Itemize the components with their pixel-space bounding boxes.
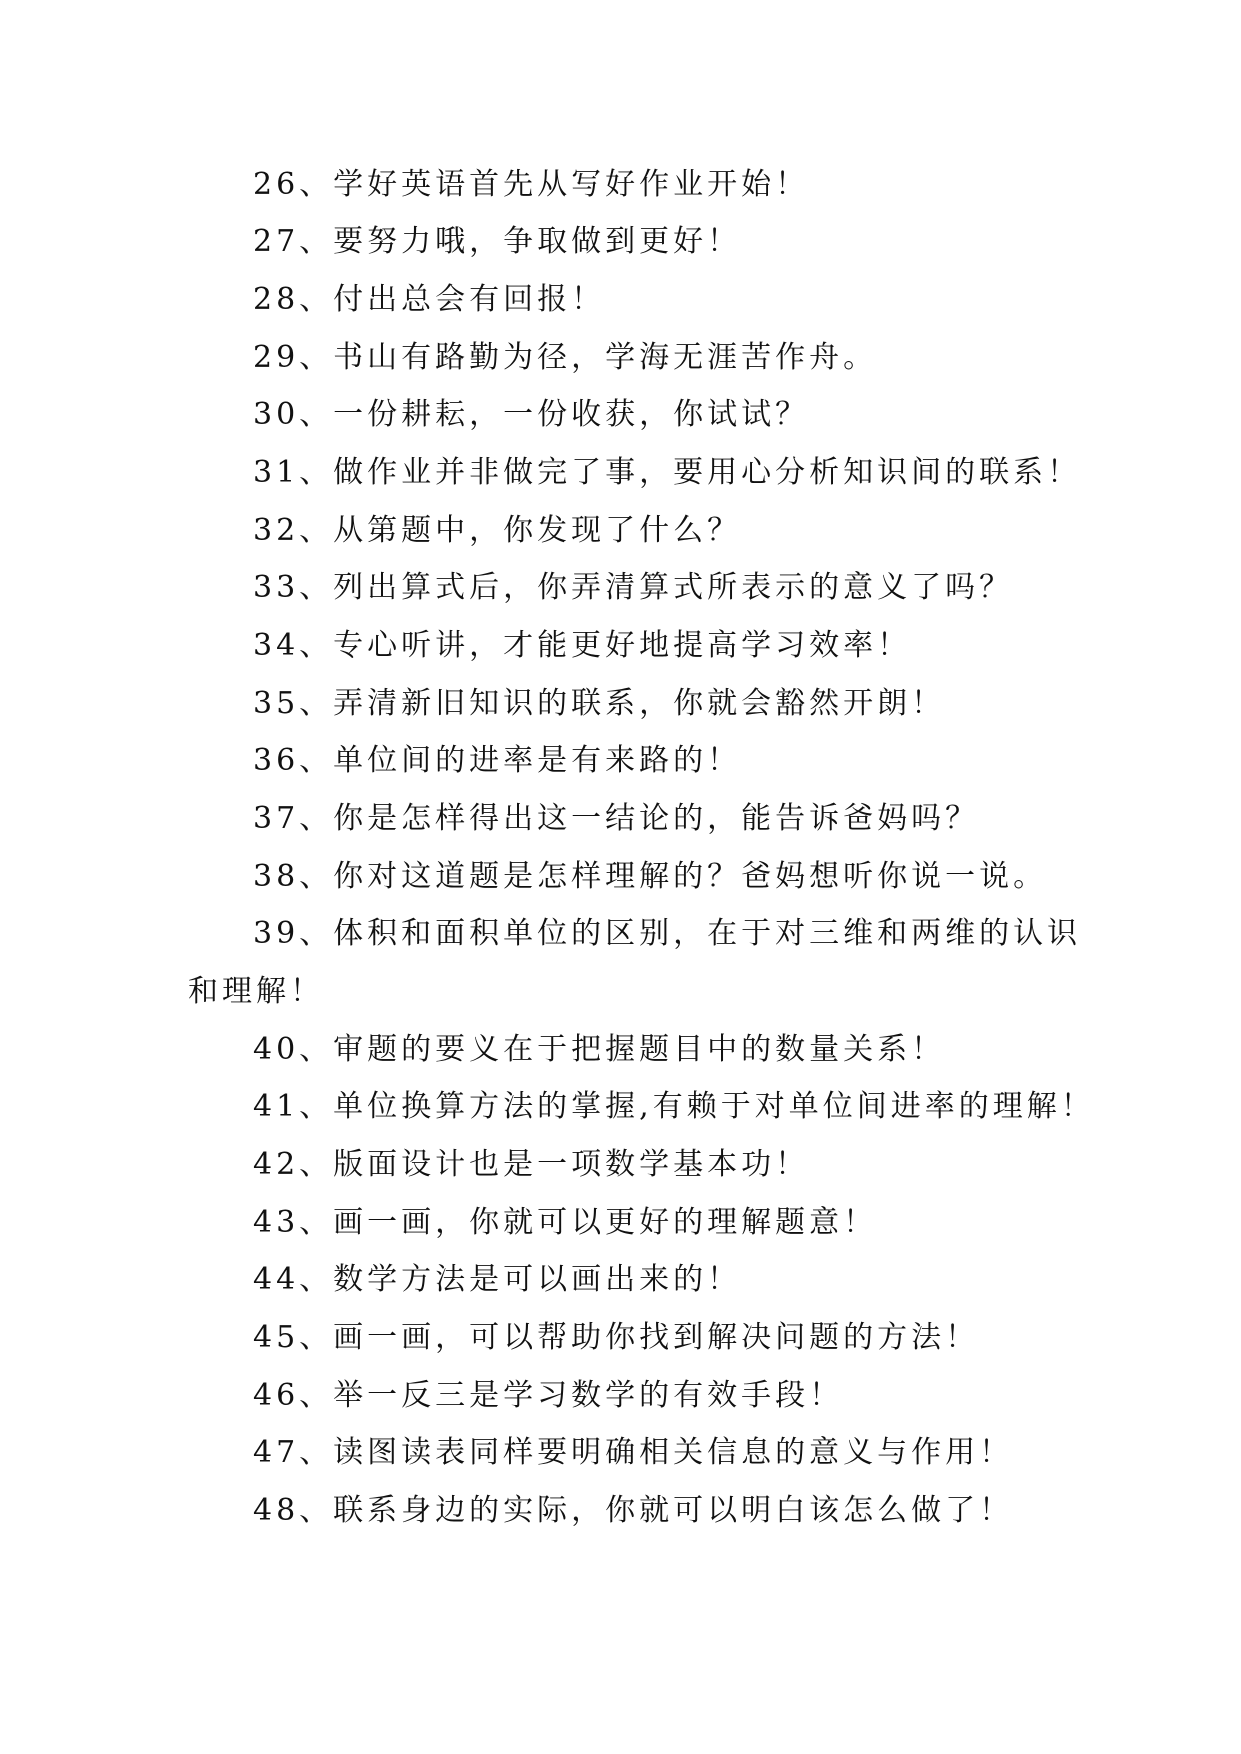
- text-line-40: 40、审题的要义在于把握题目中的数量关系！: [253, 1032, 946, 1067]
- text-line-33: 33、列出算式后，你弄清算式所表示的意义了吗？: [253, 570, 1014, 605]
- text-line-27: 27、要努力哦，争取做到更好！: [253, 224, 742, 259]
- text-line-42: 42、版面设计也是一项数学基本功！: [253, 1147, 810, 1182]
- text-line-38: 38、你对这道题是怎样理解的？爸妈想听你说一说。: [253, 859, 1048, 894]
- text-line-32: 32、从第题中，你发现了什么？: [253, 513, 742, 548]
- text-line-29: 29、书山有路勤为径，学海无涯苦作舟。: [253, 340, 878, 375]
- text-line-47: 47、读图读表同样要明确相关信息的意义与作用！: [253, 1435, 1014, 1470]
- text-line-44: 44、数学方法是可以画出来的！: [253, 1262, 742, 1297]
- text-line-48: 48、联系身边的实际，你就可以明白该怎么做了！: [253, 1493, 1014, 1528]
- text-line-41: 41、单位换算方法的掌握,有赖于对单位间进率的理解！: [253, 1089, 1095, 1124]
- text-line-46: 46、举一反三是学习数学的有效手段！: [253, 1378, 844, 1413]
- text-line-30: 30、一份耕耘，一份收获，你试试？: [253, 397, 810, 432]
- text-line-36: 36、单位间的进率是有来路的！: [253, 743, 742, 778]
- text-line-35: 35、弄清新旧知识的联系，你就会豁然开朗！: [253, 686, 946, 721]
- text-line-28: 28、付出总会有回报！: [253, 282, 606, 317]
- text-line-37: 37、你是怎样得出这一结论的，能告诉爸妈吗？: [253, 801, 980, 836]
- text-line-43: 43、画一画，你就可以更好的理解题意！: [253, 1205, 878, 1240]
- text-line-26: 26、学好英语首先从写好作业开始！: [253, 167, 810, 202]
- text-line-45: 45、画一画，可以帮助你找到解决问题的方法！: [253, 1320, 980, 1355]
- text-line-39: 39、体积和面积单位的区别，在于对三维和两维的认识: [253, 916, 1082, 951]
- text-line-39-continued: 和理解！: [188, 974, 324, 1009]
- text-line-31: 31、做作业并非做完了事，要用心分析知识间的联系！: [253, 455, 1082, 490]
- text-line-34: 34、专心听讲，才能更好地提高学习效率！: [253, 628, 912, 663]
